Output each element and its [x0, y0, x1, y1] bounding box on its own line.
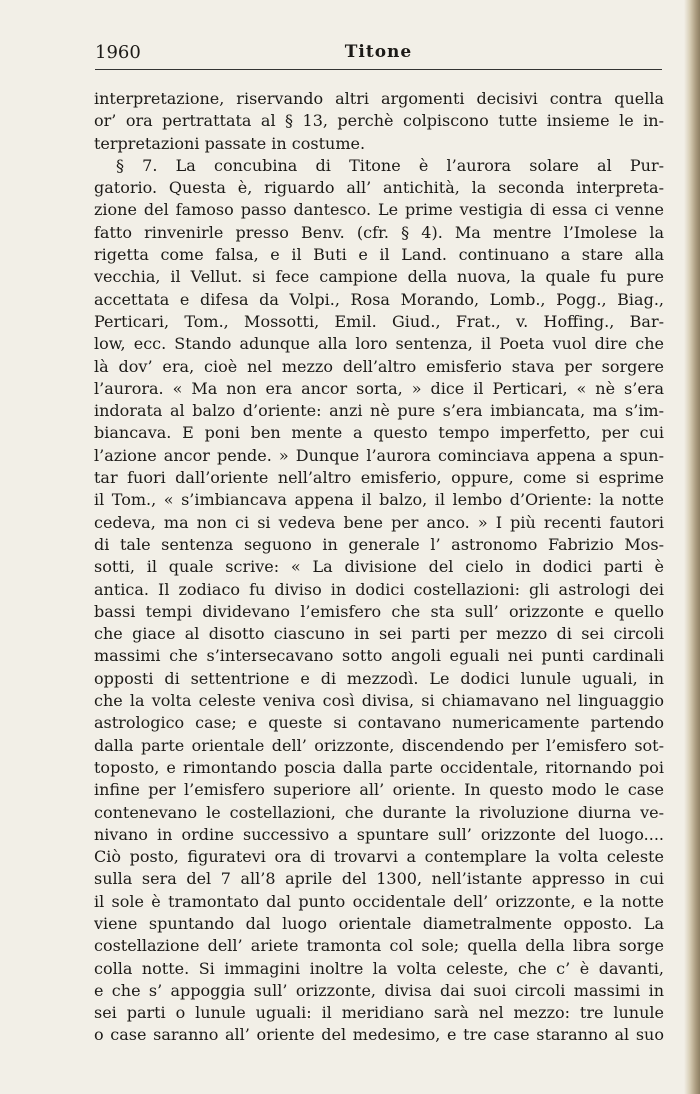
text-line: cedeva, ma non ci si vedeva bene per anco. » I più recenti fautori [94, 512, 664, 532]
text-line: terpretazioni passate in costume. [94, 133, 366, 153]
text-line: accettata e difesa da Volpi., Rosa Morando, Lomb., Pogg., Biag., [94, 289, 664, 309]
text-line: fatto rinvenirle presso Benv. (cfr. § 4). Ma mentre l’Imolese la [94, 222, 664, 242]
text-line: sotti, il quale scrive: « La divisione del cielo in dodici parti è [94, 557, 664, 577]
text-line: gatorio. Questa è, riguardo all’ antichità, la seconda interpreta- [94, 178, 664, 198]
text-line: nivano in ordine successivo a spuntare sull’ orizzonte del luogo.... [94, 824, 664, 844]
text-line: l’azione ancor pende. » Dunque l’aurora cominciava appena a spun- [94, 445, 664, 465]
text-line: viene spuntando dal luogo orientale diametralmente opposto. La [94, 913, 664, 933]
text-line: costellazione dell’ ariete tramonta col sole; quella della libra sorge [94, 936, 664, 956]
text-line: il sole è tramontato dal punto occidentale dell’ orizzonte, e la notte [94, 891, 664, 911]
text-line: biancava. E poni ben mente a questo tempo imperfetto, per cui [94, 423, 664, 443]
text-line: Perticari, Tom., Mossotti, Emil. Giud., Frat., v. Hoffing., Bar- [94, 311, 664, 331]
text-line: e che s’ appoggia sull’ orizzonte, divisa dai suoi circoli massimi in [94, 980, 664, 1000]
text-line: l’aurora. « Ma non era ancor sorta, » dice il Perticari, « nè s’era [94, 378, 664, 398]
text-line: bassi tempi dividevano l’emisfero che sta sull’ orizzonte e quello [94, 601, 664, 621]
page-number: 1960 [95, 42, 141, 63]
text-line: or’ ora pertrattata al § 13, perchè colpiscono tutte insieme le in- [94, 111, 664, 131]
page-edge-shadow [684, 0, 700, 1094]
text-line: low, ecc. Stando adunque alla loro sentenza, il Poeta vuol dire che [94, 334, 664, 354]
text-line: massimi che s’intersecavano sotto angoli eguali nei punti cardinali [94, 646, 664, 666]
text-line: Ciò posto, figuratevi ora di trovarvi a contemplare la volta celeste [94, 847, 664, 867]
text-line: antica. Il zodiaco fu diviso in dodici costellazioni: gli astrologi dei [94, 579, 664, 599]
text-line: zione del famoso passo dantesco. Le prime vestigia di essa ci venne [94, 200, 664, 220]
header-rule [95, 69, 662, 70]
text-line: là dov’ era, cioè nel mezzo dell’altro emisferio stava per sorgere [94, 356, 664, 376]
text-line: rigetta come falsa, e il Buti e il Land. continuano a stare alla [94, 245, 664, 265]
text-line: sei parti o lunule uguali: il meridiano sarà nel mezzo: tre lunule [94, 1003, 664, 1023]
page-header [95, 42, 662, 68]
text-line: tar fuori dall’oriente nell’altro emisferio, oppure, come si esprime [94, 468, 664, 488]
text-line: di tale sentenza seguono in generale l’ astronomo Fabrizio Mos- [94, 534, 664, 554]
text-line: interpretazione, riservando altri argomenti decisivi contra quella [94, 89, 664, 108]
text-line: contenevano le costellazioni, che durante la rivoluzione diurna ve- [94, 802, 664, 822]
body-text [94, 88, 664, 1047]
text-line: sulla sera del 7 all’8 aprile del 1300, nell’istante appresso in cui [94, 869, 664, 889]
text-line: toposto, e rimontando poscia dalla parte occidentale, ritornando poi [94, 757, 664, 777]
section-heading-line: § 7. La concubina di Titone è l’aurora solare al Pur- [116, 155, 664, 175]
text-line: colla notte. Si immagini inoltre la volta celeste, che c’ è davanti, [94, 958, 664, 978]
text-line: che giace al disotto ciascuno in sei parti per mezzo di sei circoli [94, 624, 664, 644]
text-line: indorata al balzo d’oriente: anzi nè pure s’era imbiancata, ma s’im- [94, 401, 664, 421]
running-title: Titone [344, 42, 413, 62]
text-line: astrologico case; e queste si contavano numericamente partendo [94, 713, 664, 733]
text-line: opposti di settentrione e di mezzodì. Le dodici lunule uguali, in [94, 668, 664, 688]
text-line: vecchia, il Vellut. si fece campione della nuova, la quale fu pure [94, 267, 664, 287]
text-line: dalla parte orientale dell’ orizzonte, discendendo per l’emisfero sot- [94, 735, 664, 755]
text-line: che la volta celeste veniva così divisa, si chiamavano nel linguaggio [94, 691, 664, 711]
text-line: o case saranno all’ oriente del medesimo, e tre case staranno al suo [94, 1025, 664, 1045]
text-line: il Tom., « s’imbiancava appena il balzo, il lembo d’Oriente: la notte [94, 490, 664, 510]
text-line: infine per l’emisfero superiore all’ oriente. In questo modo le case [94, 780, 664, 800]
